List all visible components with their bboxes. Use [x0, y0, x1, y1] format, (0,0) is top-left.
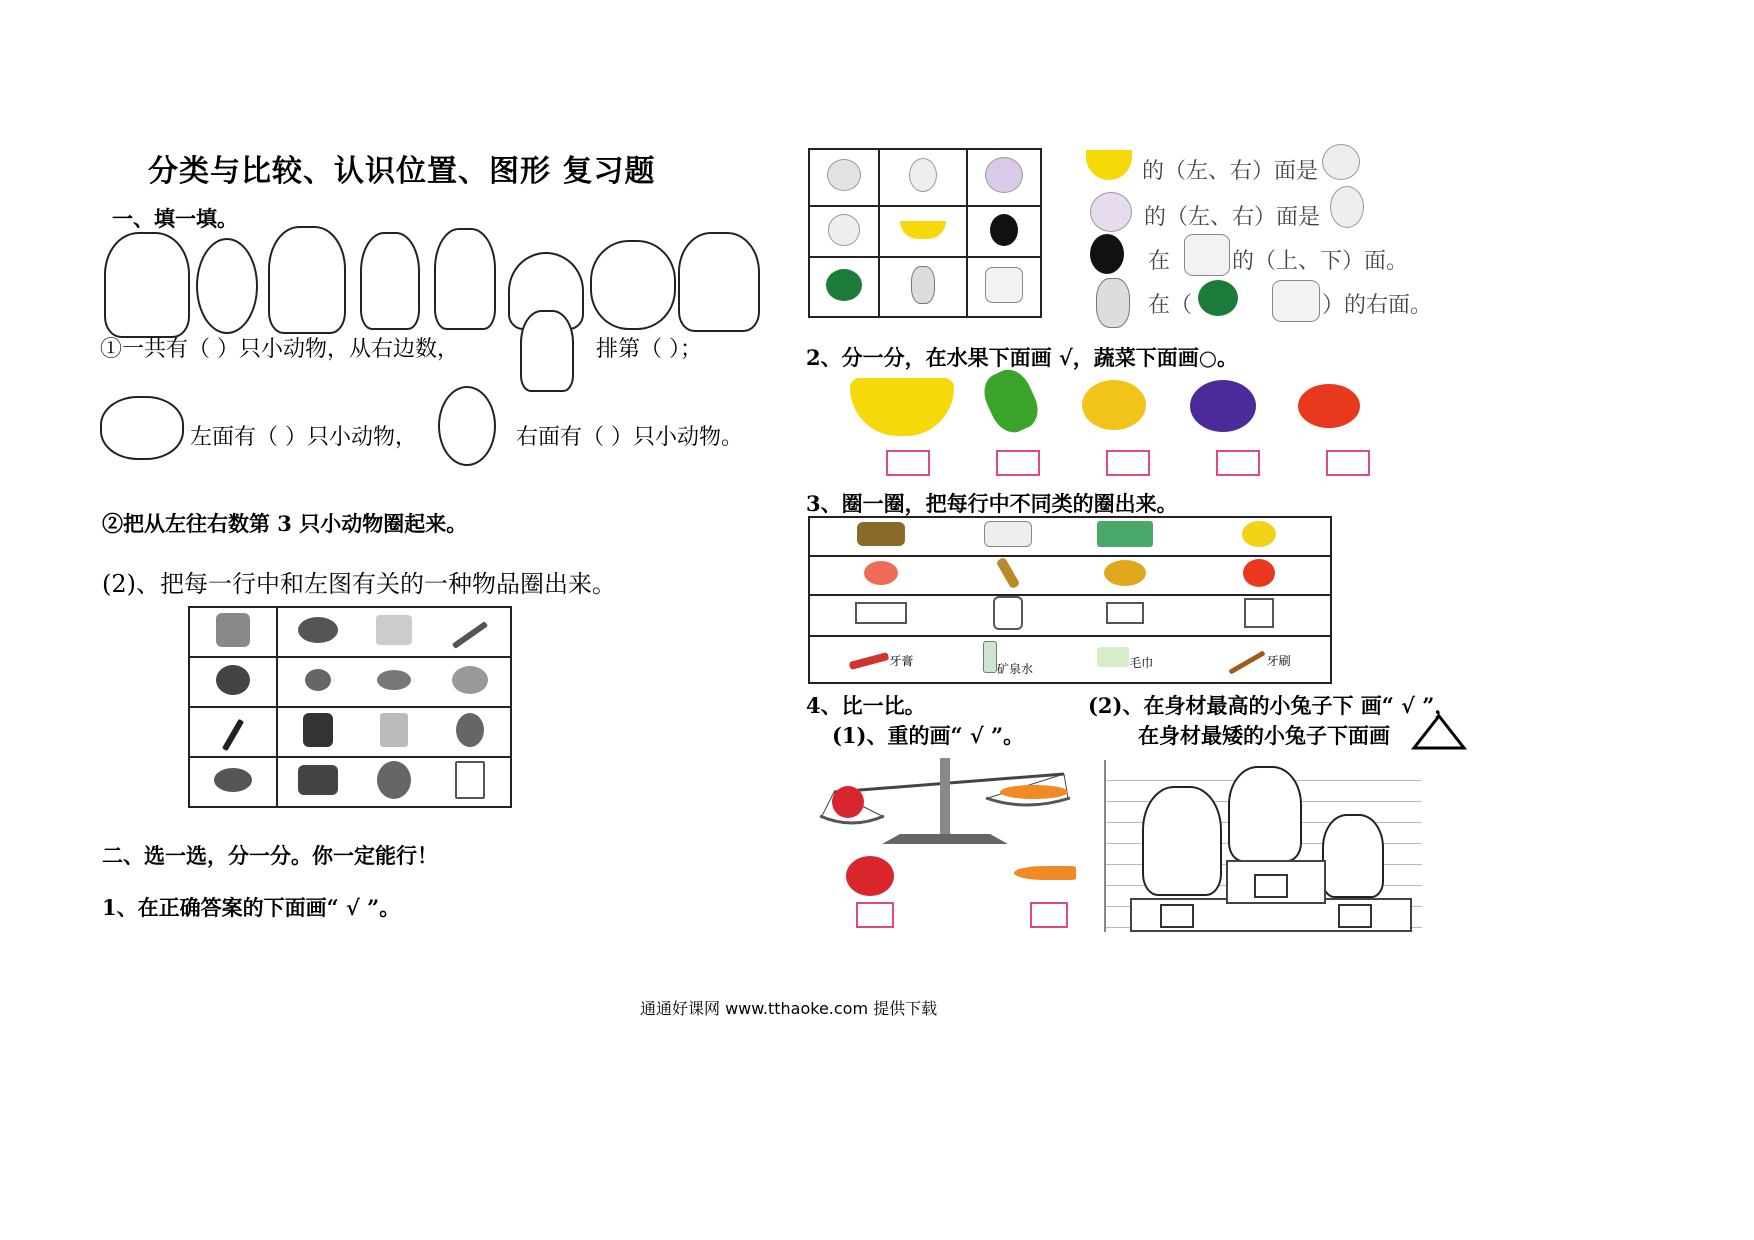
towel-icon: [1097, 647, 1129, 667]
bird-icon: [216, 665, 250, 695]
chick-icon: [1242, 521, 1276, 547]
goat-icon: [984, 521, 1032, 547]
q4-part2-b: 在身材最矮的小兔子下面画: [1138, 723, 1390, 748]
q1-line-a: ①一共有（ ）只小动物，从右边数，: [100, 337, 459, 362]
sheep-image: [590, 240, 676, 330]
pos-line-1: 的（左、右）面是: [1142, 159, 1319, 184]
tree-cell[interactable]: [358, 757, 429, 807]
eggplant-icon: [1190, 380, 1256, 432]
rabbit-icon: [985, 157, 1023, 193]
pineapple-row-cell[interactable]: [1063, 556, 1187, 595]
watermelon-inline-icon: [1198, 280, 1238, 316]
mouse-icon: [990, 214, 1018, 246]
cuboid-shape-icon: [1106, 602, 1144, 624]
jar-cell[interactable]: [277, 707, 358, 757]
broom-cell[interactable]: [277, 757, 358, 807]
fox-inline-icon: [1184, 234, 1230, 276]
apple-row-cell[interactable]: [1187, 556, 1331, 595]
grid-rabbit: [967, 149, 1041, 206]
banana-inline-icon: [1086, 150, 1132, 180]
water-label: 矿泉水: [997, 662, 1034, 677]
banana-icon-large: [850, 378, 954, 436]
watermelon-icon: [826, 269, 862, 301]
footer-credit: 通通好课网 www.tthaoke.com 提供下载: [640, 999, 938, 1018]
q4-part1: (1)、重的画“ √ ”。: [832, 723, 1025, 748]
grid-watermelon: [809, 257, 879, 317]
q2-classify: 2、分一分，在水果下面画 √，蔬菜下面画○。: [806, 345, 1239, 370]
rabbit-left-image: [1142, 786, 1222, 896]
plant-cell[interactable]: [430, 707, 511, 757]
pos-line-4b: ）的右面。: [1322, 293, 1433, 318]
pos-line-3b: 的（上、下）面。: [1232, 249, 1409, 274]
leaf2-cell: [189, 757, 277, 807]
nest-cell[interactable]: [430, 657, 511, 707]
dog-image: [268, 226, 346, 334]
rabbit-right-image: [1322, 814, 1384, 898]
rectangle-cell[interactable]: [809, 595, 953, 636]
q4-part2-a: (2)、在身材最高的小兔子下 画“ √ ”，: [1088, 693, 1456, 718]
carrot-icon: [1014, 866, 1076, 880]
grid-banana: [879, 206, 967, 257]
q3-odd-one-out: 3、圈一圈，把每行中不同类的圈出来。: [806, 491, 1178, 516]
toothpaste-label: 牙膏: [889, 653, 914, 668]
bird-cell: [189, 657, 277, 707]
tree-icon: [377, 761, 411, 799]
answer-box-cucumber[interactable]: [996, 450, 1040, 476]
radish-icon: [846, 856, 894, 896]
pear-inline-icon: [1330, 186, 1364, 228]
pear-icon-large: [1082, 380, 1146, 430]
toothbrush-label: 牙刷: [1266, 653, 1291, 668]
goat-cell[interactable]: [953, 517, 1064, 556]
association-table: [188, 606, 512, 808]
sheep-inline-image: [100, 396, 184, 460]
rabbit-middle-image: [1228, 766, 1302, 862]
computer-icon: [1097, 521, 1153, 547]
odd-one-out-table: [808, 516, 1332, 684]
grid-fox: [967, 257, 1041, 317]
peach-cell[interactable]: [809, 556, 953, 595]
fox-inline-icon-2: [1272, 280, 1320, 322]
plant-icon: [456, 713, 484, 747]
answer-box-rabbit-middle[interactable]: [1254, 874, 1288, 898]
pos-line-2: 的（左、右）面是: [1144, 205, 1321, 230]
cuboid-cell[interactable]: [1063, 595, 1187, 636]
answer-box-eggplant[interactable]: [1216, 450, 1260, 476]
water-bottle-icon: [983, 641, 997, 673]
shirt-cell[interactable]: [358, 607, 429, 657]
wheat-icon: [996, 557, 1021, 590]
cylinder-shape-icon: [993, 596, 1023, 630]
q2-text: (2)、把每一行中和左图有关的一种物品圈出来。: [102, 570, 616, 598]
pen-cell: [189, 707, 277, 757]
rabbit-inline-image: [520, 310, 574, 392]
notebook-icon: [380, 713, 408, 747]
rectangle-shape-icon: [855, 602, 907, 624]
pencil-icon: [452, 621, 488, 649]
peach-icon-row: [864, 561, 898, 585]
leaf-cell[interactable]: [358, 657, 429, 707]
grid-mouse: [967, 206, 1041, 257]
pen-icon: [222, 718, 244, 750]
glass-icon: [455, 761, 485, 799]
shirt-icon: [376, 615, 412, 645]
pineapple-row-icon: [1104, 560, 1146, 586]
toothbrush-cell[interactable]: [1187, 636, 1331, 683]
glass-cell[interactable]: [430, 757, 511, 807]
rabbit-image: [360, 232, 420, 330]
nest-icon: [452, 666, 488, 694]
q1-right: 右面有（ ）只小动物。: [516, 425, 743, 450]
elephant-image: [678, 232, 760, 332]
sec2-q1: 1、在正确答案的下面画“ √ ”。: [102, 895, 401, 920]
leaf-icon: [377, 670, 411, 690]
grid-apple: [809, 149, 879, 206]
grid-pear: [879, 149, 967, 206]
q1-left: 左面有（ ）只小动物，: [190, 425, 417, 450]
mushroom-cell[interactable]: [277, 657, 358, 707]
apple-row-icon: [1243, 559, 1275, 587]
section-1-heading: 一、填一填。: [112, 206, 238, 231]
broom-icon: [298, 765, 338, 795]
answer-box-radish[interactable]: [856, 902, 894, 928]
answer-box-apple[interactable]: [1326, 450, 1370, 476]
pos-line-4a: 在（: [1148, 293, 1193, 318]
peach-icon: [828, 214, 860, 246]
peach-inline-icon: [1322, 144, 1360, 180]
toothpaste-icon: [849, 652, 890, 670]
leaf2-icon: [214, 768, 252, 792]
pineapple-inline-icon: [1096, 278, 1130, 328]
frog-inline-image: [438, 386, 496, 466]
balance-scale-image: [812, 752, 1076, 852]
section-2-heading: 二、选一选，分一分。你一定能行！: [102, 843, 438, 868]
cube-cell[interactable]: [1187, 595, 1331, 636]
rabbit-inline-icon: [1090, 192, 1132, 232]
foot-cell: [189, 607, 277, 657]
cube-shape-icon: [1244, 598, 1274, 628]
shoe-cell[interactable]: [277, 607, 358, 657]
answer-box-banana[interactable]: [886, 450, 930, 476]
position-grid: [808, 148, 1042, 318]
triangle-icon: [1410, 712, 1468, 752]
grid-pineapple: [879, 257, 967, 317]
pos-line-3a: 在: [1148, 249, 1171, 274]
notebook-cell[interactable]: [358, 707, 429, 757]
answer-box-rabbit-right[interactable]: [1338, 904, 1372, 928]
foot-icon: [216, 613, 250, 647]
q1-line-b: 排第（ ）；: [596, 337, 702, 362]
jar-icon: [303, 713, 333, 747]
wheat-cell[interactable]: [953, 556, 1064, 595]
pear-icon: [909, 158, 937, 192]
shoe-icon: [298, 617, 338, 643]
cylinder-cell[interactable]: [953, 595, 1064, 636]
towel-label: 毛巾: [1129, 656, 1154, 671]
apple-icon-large: [1298, 384, 1360, 428]
answer-box-carrot[interactable]: [1030, 902, 1068, 928]
cow-cell[interactable]: [809, 517, 953, 556]
water-cell[interactable]: [953, 636, 1064, 683]
frog-image: [196, 238, 258, 334]
fox-icon: [985, 267, 1023, 303]
computer-cell[interactable]: [1063, 517, 1187, 556]
page-title: 分类与比较、认识位置、图形 复习题: [148, 154, 656, 189]
cow-icon: [857, 522, 905, 546]
cucumber-icon: [977, 363, 1045, 439]
chick-cell[interactable]: [1187, 517, 1331, 556]
grid-peach: [809, 206, 879, 257]
q1-part2: ②把从左往右数第 3 只小动物圈起来。: [102, 511, 468, 536]
mushroom-icon: [305, 669, 331, 691]
pineapple-icon: [911, 266, 935, 304]
answer-box-pear[interactable]: [1106, 450, 1150, 476]
monkey-image: [434, 228, 496, 330]
mouse-inline-icon: [1090, 234, 1124, 274]
towel-cell[interactable]: [1063, 636, 1187, 683]
rabbits-illustration: [1104, 760, 1422, 932]
answer-box-rabbit-left[interactable]: [1160, 904, 1194, 928]
apple-icon: [827, 159, 861, 191]
banana-icon: [900, 221, 946, 239]
toothpaste-cell[interactable]: [809, 636, 953, 683]
q4-compare: 4、比一比。: [806, 693, 926, 718]
pencil-cell[interactable]: [430, 607, 511, 657]
toothbrush-icon: [1228, 650, 1265, 674]
horse-image: [104, 232, 190, 338]
